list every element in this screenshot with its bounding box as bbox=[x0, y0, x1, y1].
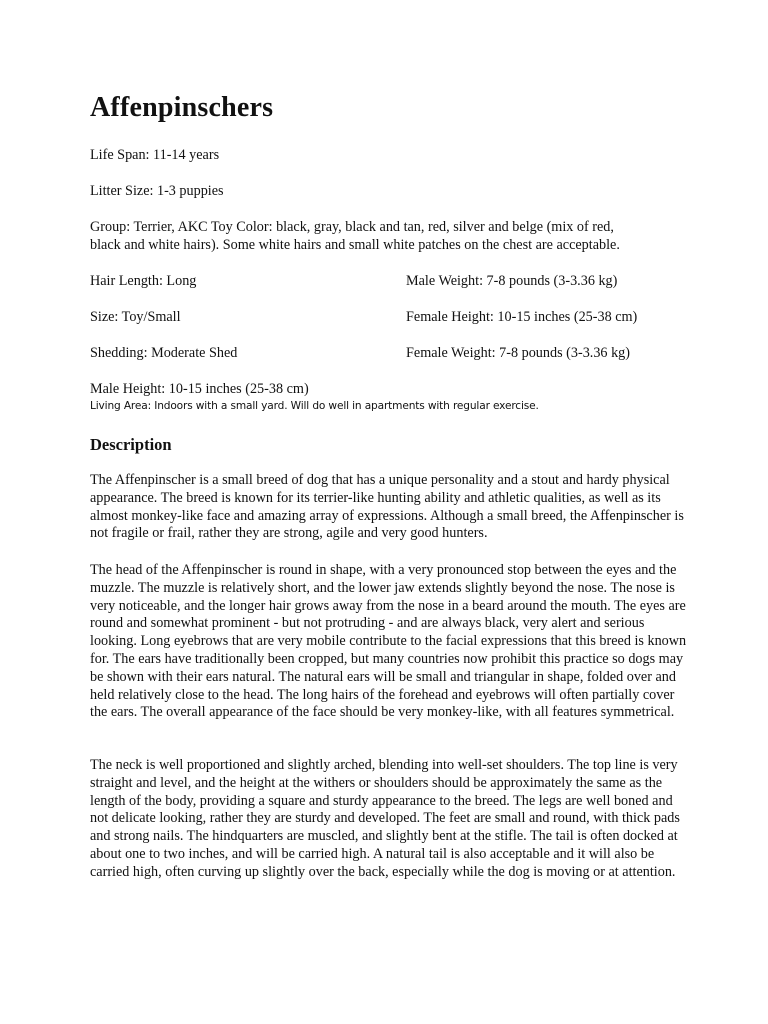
male-weight-text: Male Weight: 7-8 pounds (3-3.36 kg) bbox=[406, 273, 618, 289]
size-text: Size: Toy/Small bbox=[90, 309, 181, 325]
description-paragraph-1: The Affenpinscher is a small breed of dog that has a unique personality and a stout and hardy physical appearance. The breed is known for its terrier-like hunting ability and athletic qualities, as well as its almost monkey-like face and amazing array of expressions. Although a small breed, the Affenpinscher is not fragile or frail, rather they are strong, agile and very good hunters. bbox=[90, 472, 684, 542]
female-weight-text: Female Weight: 7-8 pounds (3-3.36 kg) bbox=[406, 345, 630, 361]
female-height-text: Female Height: 10-15 inches (25-38 cm) bbox=[406, 309, 638, 325]
shedding-text: Shedding: Moderate Shed bbox=[90, 345, 238, 361]
life-span-text: Life Span: 11-14 years bbox=[90, 147, 220, 163]
group-color-text-line1: Group: Terrier, AKC Toy Color: black, gray, black and tan, red, silver and belge (mix of red, bbox=[90, 219, 614, 235]
page-title: Affenpinschers bbox=[90, 92, 274, 123]
male-height-text: Male Height: 10-15 inches (25-38 cm) bbox=[90, 381, 309, 397]
group-color-text-line2: black and white hairs). Some white hairs and small white patches on the chest are acceptable. bbox=[90, 237, 620, 253]
description-heading: Description bbox=[90, 435, 172, 454]
litter-size-text: Litter Size: 1-3 puppies bbox=[90, 183, 224, 199]
living-area-text: Living Area: Indoors with a small yard. Will do well in apartments with regular exercise. bbox=[90, 400, 539, 412]
description-paragraph-2: The head of the Affenpinscher is round in shape, with a very pronounced stop between the eyes and the muzzle. The muzzle is relatively short, and the lower jaw extends slightly beyond the nose. The nose is very noticeable, and the longer hair grows away from the nose in a beard around the mouth. The eyes are round and somewhat prominent - but not protruding - and are always black, very alert and serious looking. Long eyebrows that are very mobile contribute to the facial expressions that this breed is known for. The ears have traditionally been cropped, but many countries now prohibit this practice so dogs may be shown with their ears natural. The natural ears will be small and triangular in shape, folded over and held relatively close to the head. The long hairs of the forehead and eyebrows will often partially cover the ears. The overall appearance of the face should be very monkey-like, with all features symmetrical. bbox=[90, 562, 687, 721]
hair-length-text: Hair Length: Long bbox=[90, 273, 197, 289]
description-paragraph-3: The neck is well proportioned and slightly arched, blending into well-set shoulders. The top line is very straight and level, and the height at the withers or shoulders should be approximately the same as the length of the body, providing a square and sturdy appearance to the breed. The legs are well boned and not delicate looking, rather they are sturdy and developed. The feet are small and round, with thick pads and strong nails. The hindquarters are muscled, and slightly bent at the stifle. The tail is often docked at about one to two inches, and will be carried high. A natural tail is also acceptable and it will also be carried high, often curving up slightly over the back, especially while the dog is moving or at attention. bbox=[90, 757, 680, 880]
